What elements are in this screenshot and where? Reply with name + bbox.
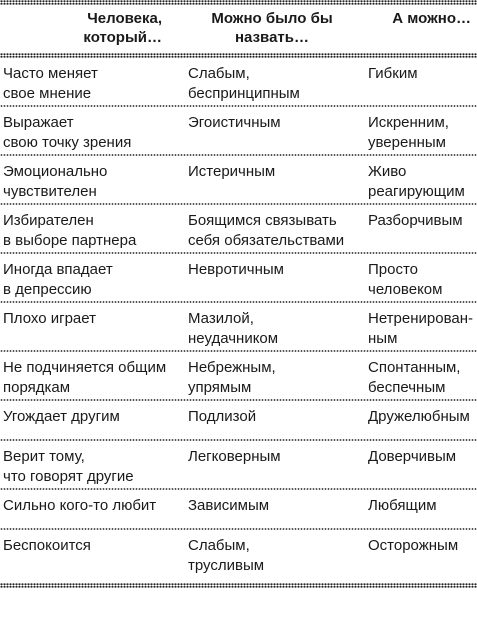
cell-text: Спонтанным, беспечным	[368, 359, 461, 396]
cell-text: Истеричным	[188, 163, 276, 180]
table-row	[0, 303, 477, 350]
table-row	[0, 156, 477, 203]
cell-negative-label	[188, 352, 366, 399]
cell-text: Просто человеком	[368, 261, 443, 298]
cell-behavior	[0, 205, 188, 252]
cell-positive-label	[366, 156, 477, 203]
cell-negative-label	[188, 303, 366, 350]
cell-positive-label	[366, 490, 477, 528]
header-or-could-text: А можно…	[392, 10, 471, 27]
cell-text: Легковерным	[188, 448, 281, 465]
comparison-table	[0, 5, 477, 583]
cell-negative-label	[188, 441, 366, 488]
cell-text: Эгоистичным	[188, 114, 281, 131]
cell-negative-label	[188, 490, 366, 528]
header-row	[0, 5, 477, 53]
table-row	[0, 441, 477, 488]
cell-positive-label	[366, 530, 477, 577]
cell-text: Беспокоится	[3, 537, 91, 554]
cell-text: Сильно кого-то любит	[3, 497, 157, 514]
cell-text: Часто меняет свое мнение	[3, 65, 98, 102]
bottom-dotted-rule	[0, 583, 477, 588]
cell-behavior	[0, 303, 188, 350]
table-row	[0, 530, 477, 577]
cell-behavior	[0, 352, 188, 399]
cell-text: Иногда впадает в депрессию	[3, 261, 113, 298]
cell-positive-label	[366, 58, 477, 105]
cell-behavior	[0, 490, 188, 528]
cell-text: Слабым, беспринципным	[188, 65, 300, 102]
header-person	[0, 5, 188, 53]
cell-text: Любящим	[368, 497, 437, 514]
cell-behavior	[0, 156, 188, 203]
cell-text: Боящимся связывать себя обязательствами	[188, 212, 345, 249]
table-body	[0, 53, 477, 583]
cell-positive-label	[366, 352, 477, 399]
cell-positive-label	[366, 303, 477, 350]
cell-text: Избирателен в выборе партнера	[3, 212, 137, 249]
cell-text: Плохо играет	[3, 310, 96, 327]
cell-negative-label	[188, 58, 366, 105]
cell-text: Верит тому, что говорят другие	[3, 448, 134, 485]
cell-negative-label	[188, 205, 366, 252]
cell-text: Не подчиняется общим порядкам	[3, 359, 167, 396]
header-or-could	[366, 5, 477, 53]
cell-text: Выражает свою точку зрения	[3, 114, 132, 151]
cell-behavior	[0, 254, 188, 301]
table-row	[0, 254, 477, 301]
cell-text: Небрежным, упрямым	[188, 359, 276, 396]
cell-negative-label	[188, 254, 366, 301]
table-row	[0, 490, 477, 528]
header-person-text: Человека, который…	[83, 10, 162, 46]
table-row	[0, 352, 477, 399]
cell-positive-label	[366, 107, 477, 154]
cell-behavior	[0, 441, 188, 488]
table-header	[0, 5, 477, 53]
cell-text: Угождает другим	[3, 408, 120, 425]
cell-positive-label	[366, 254, 477, 301]
cell-positive-label	[366, 401, 477, 439]
cell-text: Зависимым	[188, 497, 270, 514]
header-could-call-text: Можно было бы назвать…	[211, 10, 333, 46]
cell-text: Разборчивым	[368, 212, 463, 229]
table-row	[0, 205, 477, 252]
cell-positive-label	[366, 441, 477, 488]
cell-text: Невротичным	[188, 261, 284, 278]
table-row	[0, 107, 477, 154]
cell-behavior	[0, 58, 188, 105]
cell-text: Искренним, уверенным	[368, 114, 449, 151]
cell-text: Подлизой	[188, 408, 257, 425]
cell-text: Доверчивым	[368, 448, 457, 465]
cell-negative-label	[188, 107, 366, 154]
cell-text: Осторожным	[368, 537, 459, 554]
table-row	[0, 58, 477, 105]
cell-text: Живо реагирующим	[368, 163, 465, 200]
cell-behavior	[0, 107, 188, 154]
cell-text: Гибким	[368, 65, 418, 82]
cell-text: Дружелюбным	[368, 408, 470, 425]
cell-negative-label	[188, 401, 366, 439]
table-row	[0, 401, 477, 439]
header-could-call	[188, 5, 366, 53]
cell-text: Эмоционально чувствителен	[3, 163, 108, 200]
cell-behavior	[0, 530, 188, 577]
cell-text: Нетренирован- ным	[368, 310, 473, 347]
cell-text: Слабым, трусливым	[188, 537, 265, 574]
cell-positive-label	[366, 205, 477, 252]
cell-behavior	[0, 401, 188, 439]
cell-text: Мазилой, неудачником	[188, 310, 279, 347]
cell-negative-label	[188, 530, 366, 577]
cell-negative-label	[188, 156, 366, 203]
